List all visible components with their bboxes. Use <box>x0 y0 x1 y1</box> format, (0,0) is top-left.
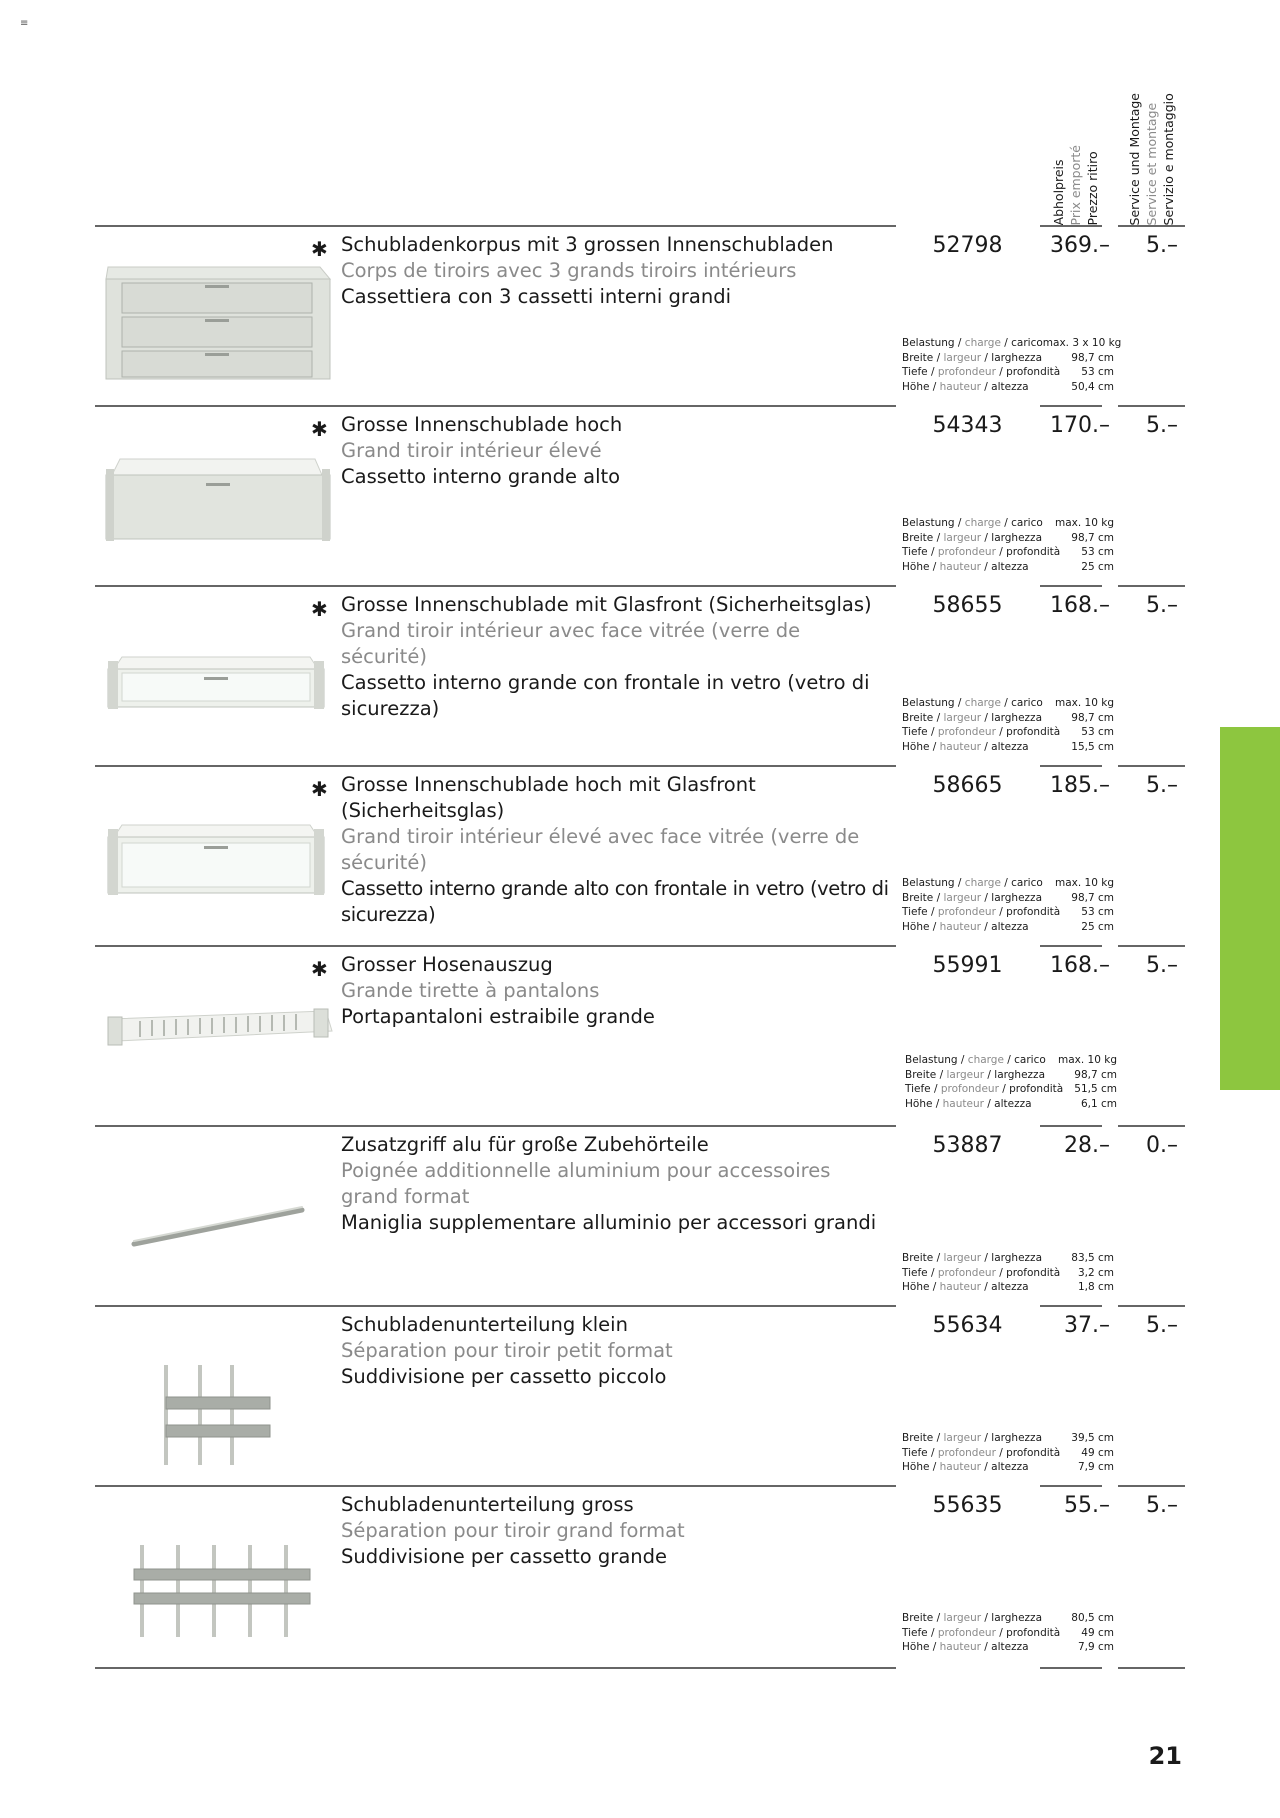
article-number: 58655 <box>932 593 1003 618</box>
product-description: Grosser Hosenauszug Grande tirette à pantalons Portapantaloni estraibile grande <box>341 953 655 1028</box>
product-row <box>0 1305 1280 1485</box>
spec-block: Breite / largeur / larghezza 80,5 cm Tiefe / profondeur / profondità 49 cm Höhe / hauteur / altezza 7,9 cm <box>902 1612 1114 1654</box>
price: 168.– <box>1050 593 1110 618</box>
product-list <box>0 225 1280 1666</box>
divider-large-image <box>100 1497 340 1647</box>
table-end-rule <box>95 1667 896 1669</box>
spec-block: Belastung / charge / carico max. 3 x 10 kg Breite / largeur / larghezza 98,7 cm Tiefe / profondeur / profondità 53 cm Höhe / hauteur / altezza 50,4 cm <box>902 337 1122 394</box>
product-row <box>0 945 1280 1125</box>
service-price: 5.– <box>1146 593 1178 618</box>
section-tab <box>1220 727 1280 1090</box>
header-service: Service und Montage Service et montage Servizio e montaggio <box>1127 92 1176 225</box>
glass-drawer-high-image <box>100 777 340 927</box>
product-row <box>0 405 1280 585</box>
price: 55.– <box>1064 1493 1110 1518</box>
aluminium-handle-image <box>100 1137 340 1287</box>
spec-block: Belastung / charge / carico max. 10 kg Breite / largeur / larghezza 98,7 cm Tiefe / profondeur / profondità 53 cm Höhe / hauteur / altezza 15,5 cm <box>902 697 1114 754</box>
glass-drawer-image <box>100 597 340 747</box>
product-row <box>0 1125 1280 1305</box>
product-description: Schubladenunterteilung gross Séparation pour tiroir grand format Suddivisione per cassetto grande <box>341 1493 685 1568</box>
service-price: 5.– <box>1146 233 1178 258</box>
article-number: 53887 <box>932 1133 1003 1158</box>
product-row <box>0 225 1280 405</box>
price: 168.– <box>1050 953 1110 978</box>
column-header <box>0 80 1280 225</box>
product-description: Grosse Innenschublade hoch mit Glasfront (Sicherheitsglas) Grand tiroir intérieur élevé avec face vitrée (verre de sécurité) Cassetto interno grande alto con frontale in vetro (vetro di sicurezza) <box>341 773 889 926</box>
service-price: 5.– <box>1146 1313 1178 1338</box>
table-end-rule <box>1040 1667 1102 1669</box>
article-number: 52798 <box>932 233 1003 258</box>
service-price: 5.– <box>1146 773 1178 798</box>
asterisk-icon: ✱ <box>311 237 328 261</box>
page-number: 21 <box>1148 1742 1182 1770</box>
service-price: 5.– <box>1146 413 1178 438</box>
spec-block: Belastung / charge / carico max. 10 kg Breite / largeur / larghezza 98,7 cm Tiefe / profondeur / profondità 53 cm Höhe / hauteur / altezza 25 cm <box>902 517 1114 574</box>
spec-block: Breite / largeur / larghezza 39,5 cm Tiefe / profondeur / profondità 49 cm Höhe / hauteur / altezza 7,9 cm <box>902 1432 1114 1474</box>
service-price: 0.– <box>1146 1133 1178 1158</box>
product-row <box>0 585 1280 765</box>
asterisk-icon: ✱ <box>311 417 328 441</box>
drawer-high-image <box>100 417 340 567</box>
product-description: Schubladenunterteilung klein Séparation pour tiroir petit format Suddivisione per cassetto piccolo <box>341 1313 673 1388</box>
asterisk-icon: ✱ <box>311 777 328 801</box>
asterisk-icon: ✱ <box>311 597 328 621</box>
spec-block: Belastung / charge / carico max. 10 kg Breite / largeur / larghezza 98,7 cm Tiefe / profondeur / profondità 53 cm Höhe / hauteur / altezza 25 cm <box>902 877 1114 934</box>
trouser-rack-image <box>100 957 340 1107</box>
menu-mark: ≡ <box>20 18 29 29</box>
price: 185.– <box>1050 773 1110 798</box>
product-row <box>0 1485 1280 1666</box>
product-description: Zusatzgriff alu für große Zubehörteile Poignée additionnelle aluminium pour accessoires grand format Maniglia supplementare alluminio per accessori grandi <box>341 1133 877 1234</box>
asterisk-icon: ✱ <box>311 957 328 981</box>
table-end-rule <box>1118 1667 1185 1669</box>
price: 28.– <box>1064 1133 1110 1158</box>
article-number: 55991 <box>932 953 1003 978</box>
service-price: 5.– <box>1146 1493 1178 1518</box>
service-price: 5.– <box>1146 953 1178 978</box>
spec-block: Belastung / charge / carico max. 10 kg Breite / largeur / larghezza 98,7 cm Tiefe / profondeur / profondità 51,5 cm Höhe / hauteur / altezza 6,1 cm <box>905 1054 1117 1111</box>
article-number: 58665 <box>932 773 1003 798</box>
drawer-unit-image <box>100 237 340 387</box>
spec-block: Breite / largeur / larghezza 83,5 cm Tiefe / profondeur / profondità 3,2 cm Höhe / hauteur / altezza 1,8 cm <box>902 1252 1114 1294</box>
price: 37.– <box>1064 1313 1110 1338</box>
product-description: Schubladenkorpus mit 3 grossen Innenschubladen Corps de tiroirs avec 3 grands tiroirs intérieurs Cassettiera con 3 cassetti interni grandi <box>341 233 834 308</box>
product-description: Grosse Innenschublade hoch Grand tiroir intérieur élevé Cassetto interno grande alto <box>341 413 623 488</box>
article-number: 55635 <box>932 1493 1003 1518</box>
divider-small-image <box>100 1317 340 1467</box>
article-number: 54343 <box>932 413 1003 438</box>
product-description: Grosse Innenschublade mit Glasfront (Sicherheitsglas) Grand tiroir intérieur avec face vitrée (verre de sécurité) Cassetto interno grande con frontale in vetro (vetro di sicurezza) <box>341 593 872 720</box>
header-abholpreis: Abholpreis Prix emporté Prezzo ritiro <box>1051 144 1100 225</box>
product-row <box>0 765 1280 945</box>
article-number: 55634 <box>932 1313 1003 1338</box>
price: 170.– <box>1050 413 1110 438</box>
price: 369.– <box>1050 233 1110 258</box>
